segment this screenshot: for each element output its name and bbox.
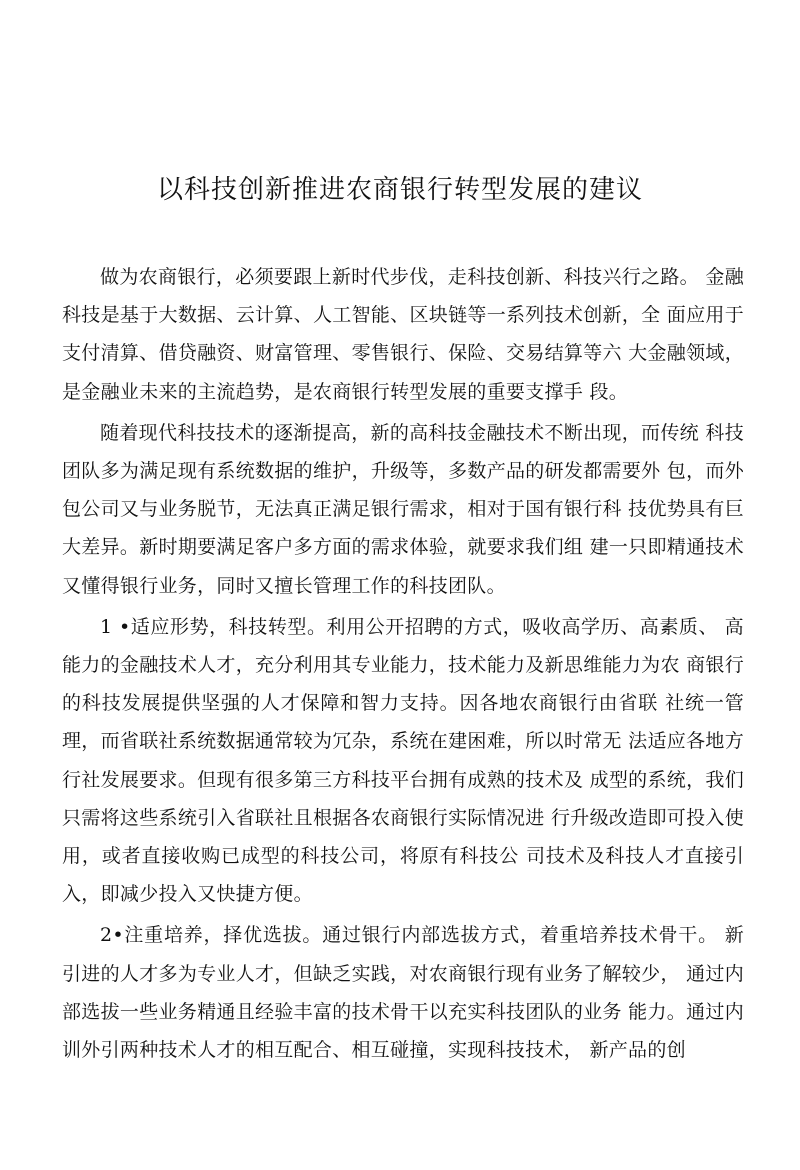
paragraph-point-1: 1 •适应形势，科技转型。利用公开招聘的方式，吸收高学历、高素质、 高能力的金融技术人才，充分利用其专业能力，技术能力及新思维能力为农 商银行的科技发展提供坚强的人才保障和智力支持。因各地农商银行由省联 社统一管理，而省联社系统数据通常较为冗杂，系统在建困难，所以时常无 法适应各地方行社发展要求。但现有很多第三方科技平台拥有成熟的技术及 成型的系统，我们只需将这些系统引入省联社且根据各农商银行实际情况进 行升级改造即可投入使用，或者直接收购已成型的科技公司，将原有科技公 司技术及科技人才直接引入，即减少投入又快捷方便。 bbox=[62, 615, 744, 906]
document-title: 以科技创新推进农商银行转型发展的建议 bbox=[156, 175, 643, 205]
paragraph-intro: 做为农商银行，必须要跟上新时代步伐，走科技创新、科技兴行之路。 金融科技是基于大数据、云计算、人工智能、区块链等一系列技术创新，全 面应用于支付清算、借贷融资、财富管理、零售银行、保险、交易结算等六 大金融领域，是金融业未来的主流趋势，是农商银行转型发展的重要支撑手 段。 bbox=[62, 266, 744, 403]
document-body bbox=[62, 258, 744, 1072]
paragraph-point-2: 2•注重培养，择优选拔。通过银行内部选拔方式，着重培养技术骨干。 新引进的人才多为专业人才，但缺乏实践，对农商银行现有业务了解较少， 通过内部选拔一些业务精通且经验丰富的技术骨干以充实科技团队的业务 能力。通过内训外引两种技术人才的相互配合、相互碰撞，实现科技技术， 新产品的创 bbox=[62, 924, 744, 1062]
paragraph-background: 随着现代科技技术的逐渐提高，新的高科技金融技术不断出现，而传统 科技团队多为满足现有系统数据的维护，升级等，多数产品的研发都需要外 包，而外包公司又与业务脱节，无法真正满足银行需求，相对于国有银行科 技优势具有巨大差异。新时期要满足客户多方面的需求体验，就要求我们组 建一只即精通技术又懂得银行业务，同时又擅长管理工作的科技团队。 bbox=[62, 421, 744, 597]
